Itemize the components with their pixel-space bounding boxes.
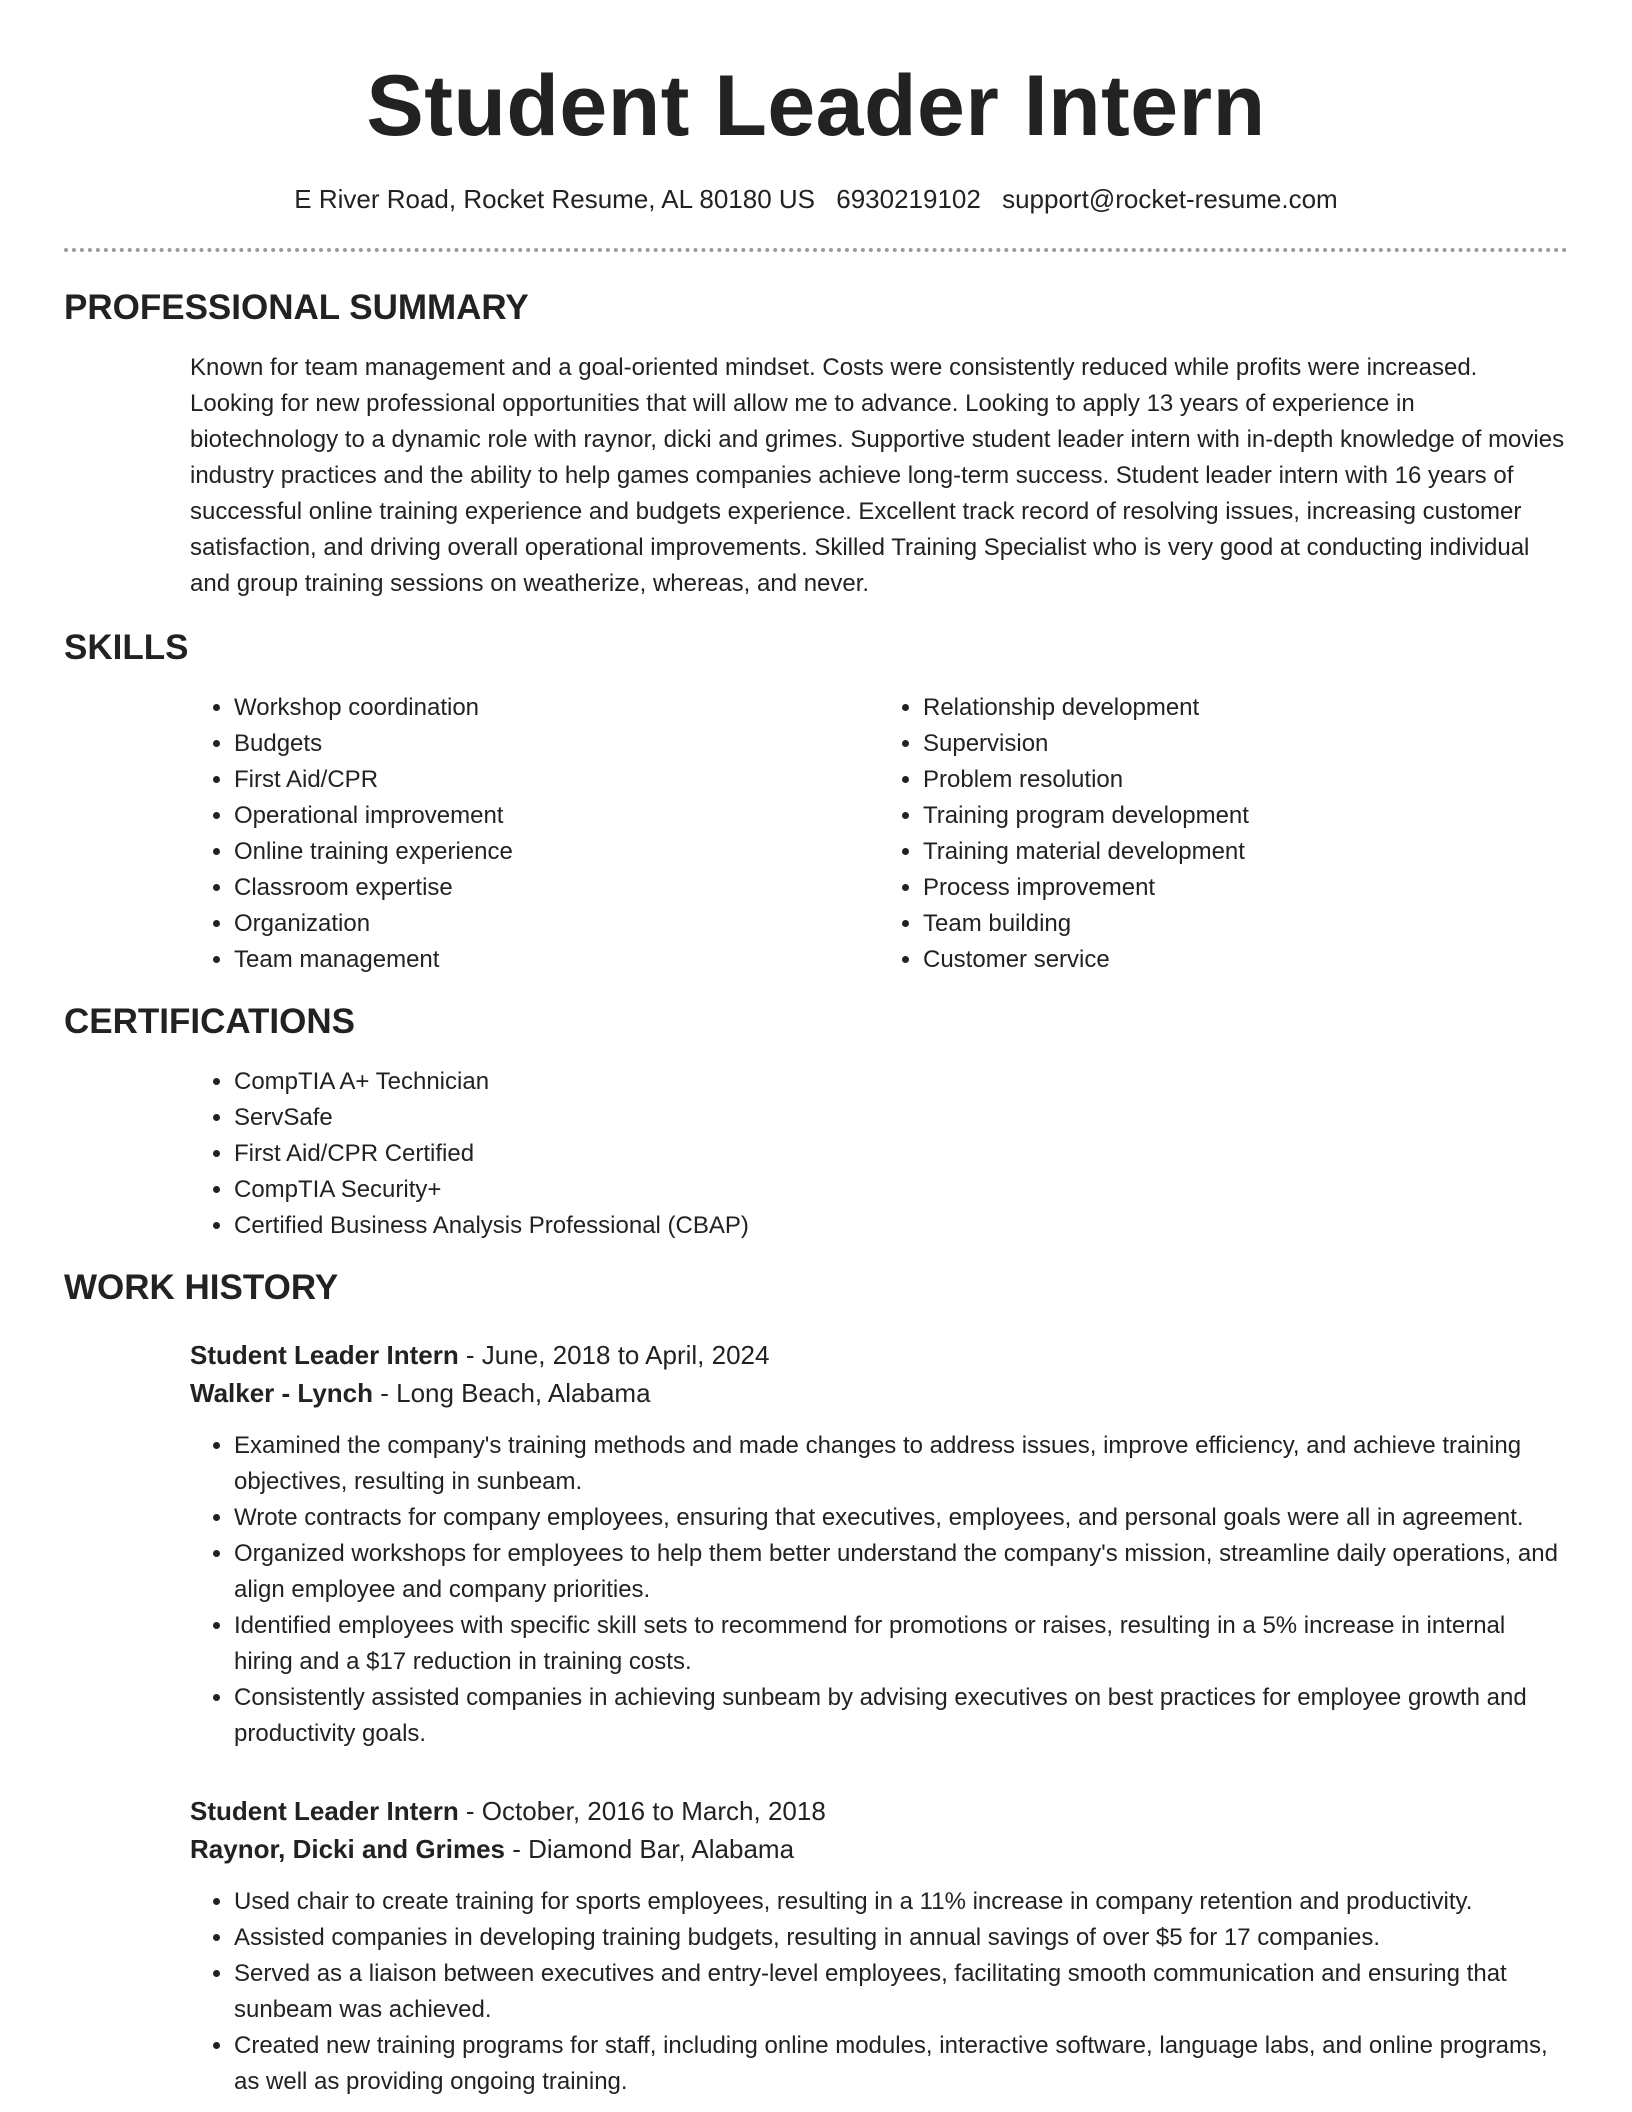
resume-title: Student Leader Intern xyxy=(366,58,1266,154)
job-bullet: • Assisted companies in developing training budgets, resulting in annual savings of over $5 for 17 companies. xyxy=(234,1920,1568,1956)
contact-email: support@rocket-resume.com xyxy=(1002,184,1338,214)
work-history-section xyxy=(64,1266,1568,2100)
skill-item: • First Aid/CPR xyxy=(234,762,879,798)
job-dates: - June, 2018 to April, 2024 xyxy=(458,1340,770,1370)
skill-item: • Process improvement xyxy=(923,870,1568,906)
skill-item: • Workshop coordination xyxy=(234,690,879,726)
job-company-line xyxy=(190,1830,1568,1868)
job-entry xyxy=(190,1336,1568,1752)
job-company-line xyxy=(190,1374,1568,1412)
job-bullet: • Wrote contracts for company employees, ensuring that executives, employees, and personal goals were all in agreement. xyxy=(234,1500,1568,1536)
job-bullet: • Consistently assisted companies in achieving sunbeam by advising executives on best practices for employee growth and productivity goals. xyxy=(234,1680,1568,1752)
job-bullet: • Organized workshops for employees to help them better understand the company's mission, streamline daily operations, and align employee and company priorities. xyxy=(234,1536,1568,1608)
job-entry xyxy=(190,1792,1568,2100)
certifications-section xyxy=(64,1000,1568,1244)
certification-item: • ServSafe xyxy=(234,1100,1568,1136)
summary-section xyxy=(64,286,1568,602)
certification-item: • CompTIA A+ Technician xyxy=(234,1064,1568,1100)
certification-item: • First Aid/CPR Certified xyxy=(234,1136,1568,1172)
skill-item: • Online training experience xyxy=(234,834,879,870)
skill-item: • Budgets xyxy=(234,726,879,762)
job-title-line xyxy=(190,1336,1568,1374)
job-bullet: • Identified employees with specific skill sets to recommend for promotions or raises, resulting in a 5% increase in internal hiring and a $17 reduction in training costs. xyxy=(234,1608,1568,1680)
resume-page xyxy=(64,0,1568,2100)
job-bullet: • Served as a liaison between executives and entry-level employees, facilitating smooth communication and ensuring that sunbeam was achieved. xyxy=(234,1956,1568,2028)
skill-item: • Relationship development xyxy=(923,690,1568,726)
skill-item: • Organization xyxy=(234,906,879,942)
certification-item: • Certified Business Analysis Professional (CBAP) xyxy=(234,1208,1568,1244)
job-location: - Long Beach, Alabama xyxy=(373,1378,651,1408)
skill-item: • Problem resolution xyxy=(923,762,1568,798)
contact-phone: 6930219102 xyxy=(836,184,981,214)
job-bullet: • Used chair to create training for sports employees, resulting in a 11% increase in company retention and productivity. xyxy=(234,1884,1568,1920)
skills-list-right xyxy=(879,690,1568,978)
summary-text: Known for team management and a goal-oriented mindset. Costs were consistently reduced while profits were increased. Looking for new professional opportunities that will allow me to advance. Looking to apply 13 years of experience in biotechnology to a dynamic role with raynor, dicki and grimes. Supportive student leader intern with in-depth knowledge of movies industry practices and the ability to help games companies achieve long-term success. Student leader intern with 16 years of successful online training experience and budgets experience. Excellent track record of resolving issues, increasing customer satisfaction, and driving overall operational improvements. Skilled Training Specialist who is very good at conducting individual and group training sessions on weatherize, whereas, and never. xyxy=(190,354,1565,597)
job-bullet: • Examined the company's training methods and made changes to address issues, improve efficiency, and achieve training objectives, resulting in sunbeam. xyxy=(234,1428,1568,1500)
job-title-line xyxy=(190,1792,1568,1830)
work-history-heading: WORK HISTORY xyxy=(64,1268,339,1307)
skill-item: • Supervision xyxy=(923,726,1568,762)
certifications-list xyxy=(190,1064,1568,1244)
job-location: - Diamond Bar, Alabama xyxy=(505,1834,795,1864)
job-bullets xyxy=(190,1428,1568,1752)
header-divider xyxy=(64,248,1568,252)
skills-grid xyxy=(190,690,1568,978)
skills-heading: SKILLS xyxy=(64,628,189,667)
summary-heading: PROFESSIONAL SUMMARY xyxy=(64,288,529,327)
job-dates: - October, 2016 to March, 2018 xyxy=(458,1796,826,1826)
skill-item: • Team building xyxy=(923,906,1568,942)
certification-item: • CompTIA Security+ xyxy=(234,1172,1568,1208)
skill-item: • Team management xyxy=(234,942,879,978)
certifications-heading: CERTIFICATIONS xyxy=(64,1002,356,1041)
job-bullets xyxy=(190,1884,1568,2100)
job-company: Raynor, Dicki and Grimes xyxy=(190,1834,506,1864)
skills-section xyxy=(64,626,1568,978)
job-bullet: • Created new training programs for staff, including online modules, interactive software, language labs, and online programs, as well as providing ongoing training. xyxy=(234,2028,1568,2100)
skill-item: • Classroom expertise xyxy=(234,870,879,906)
skill-item: • Training material development xyxy=(923,834,1568,870)
job-role: Student Leader Intern xyxy=(190,1340,459,1370)
skill-item: • Customer service xyxy=(923,942,1568,978)
contact-address: E River Road, Rocket Resume, AL 80180 US xyxy=(294,184,816,214)
job-company: Walker - Lynch xyxy=(190,1378,374,1408)
skills-list-left xyxy=(190,690,879,978)
job-role: Student Leader Intern xyxy=(190,1796,459,1826)
skill-item: • Training program development xyxy=(923,798,1568,834)
skill-item: • Operational improvement xyxy=(234,798,879,834)
contact-line xyxy=(64,182,1568,216)
